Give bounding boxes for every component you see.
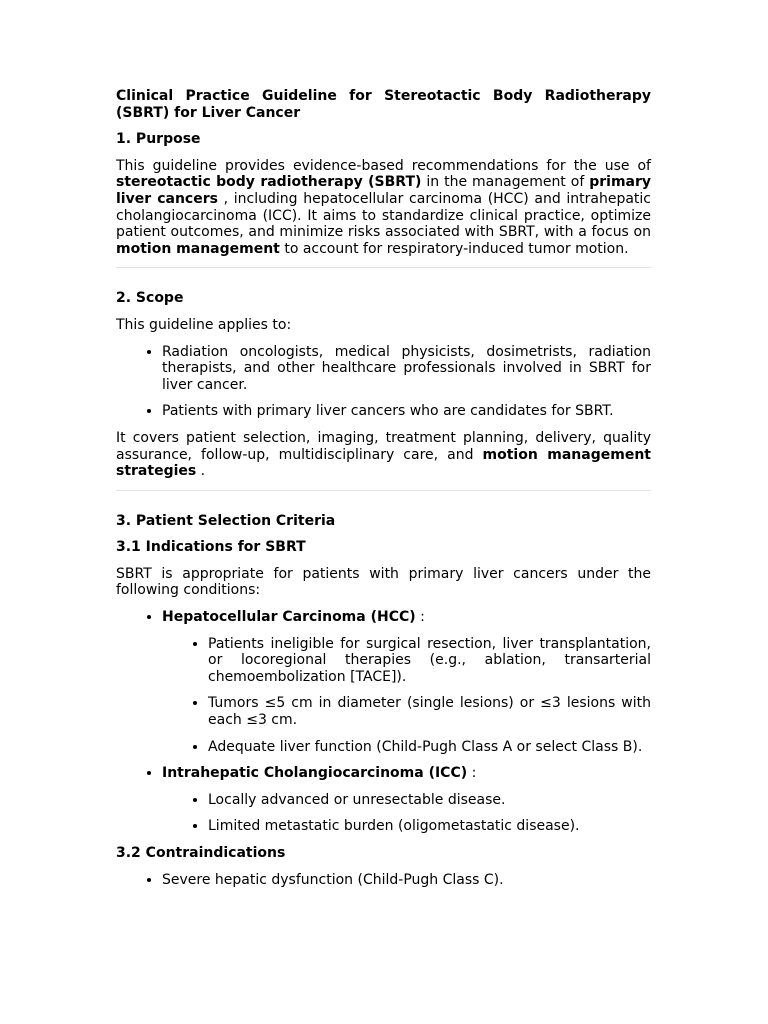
list-item: • Patients ineligible for surgical resection, liver transplantation, or locoregional therapies (e.g., ablation, transarterial chemoembolization [TACE]). — [208, 636, 651, 686]
list-item: • Limited metastatic burden (oligometastatic disease). — [208, 818, 651, 835]
document-title: Clinical Practice Guideline for Stereotactic Body Radiotherapy (SBRT) for Liver Cancer — [116, 88, 651, 121]
icc-colon: : — [467, 765, 477, 782]
icc-label: Intrahepatic Cholangiocarcinoma (ICC) — [162, 765, 468, 782]
purpose-text-2: in the management of — [421, 174, 590, 191]
section-divider — [116, 267, 651, 268]
indications-intro: SBRT is appropriate for patients with primary liver cancers under the following conditions: — [116, 565, 651, 599]
section-scope-heading: 2. Scope — [116, 290, 184, 307]
scope-list — [116, 344, 651, 420]
contraindications-list — [116, 872, 651, 889]
section-divider — [116, 490, 651, 491]
list-item: • Tumors ≤5 cm in diameter (single lesions) or ≤3 lesions with each ≤3 cm. — [208, 695, 651, 728]
scope-text-1: It covers patient selection, imaging, treatment planning, delivery, quality assurance, follow-up, multidisciplinary care, and — [116, 429, 651, 463]
list-item: • Severe hepatic dysfunction (Child-Pugh Class C). — [162, 872, 651, 889]
purpose-emphasis-primary-liver: primary liver cancers — [116, 174, 652, 207]
purpose-text-3: , including hepatocellular carcinoma (HCC) and intrahepatic cholangiocarcinoma (ICC). It aims to standardize clinical practice, optimize patient outcomes, and minimize risks associated with SBRT, with a focus on — [116, 190, 651, 241]
purpose-emphasis-sbrt: stereotactic body radiotherapy (SBRT) — [116, 174, 422, 191]
icc-sublist — [162, 792, 651, 835]
purpose-text-4: to account for respiratory-induced tumor motion. — [279, 240, 629, 257]
hcc-label: Hepatocellular Carcinoma (HCC) — [162, 609, 416, 626]
hcc-colon: : — [415, 609, 425, 626]
list-item: • Patients with primary liver cancers who are candidates for SBRT. — [162, 403, 651, 420]
scope-intro: This guideline applies to: — [116, 316, 292, 333]
contraindications-heading: 3.2 Contraindications — [116, 845, 286, 861]
hcc-sublist — [162, 636, 651, 756]
indications-list — [116, 609, 651, 835]
document-page — [116, 88, 651, 898]
list-item-hcc — [162, 609, 651, 755]
purpose-emphasis-motion: motion management — [116, 240, 280, 257]
scope-paragraph — [116, 430, 651, 480]
purpose-paragraph — [116, 158, 651, 258]
list-item: • Radiation oncologists, medical physicists, dosimetrists, radiation therapists, and other healthcare professionals involved in SBRT for liver cancer. — [162, 344, 651, 394]
scope-emphasis-motion: motion management strategies — [116, 446, 651, 480]
indications-heading: 3.1 Indications for SBRT — [116, 539, 306, 556]
section-selection-heading: 3. Patient Selection Criteria — [116, 512, 336, 529]
section-purpose-heading: 1. Purpose — [116, 131, 201, 148]
list-item-icc — [162, 765, 651, 835]
list-item: • Locally advanced or unresectable disease. — [208, 792, 651, 809]
scope-text-2: . — [196, 463, 206, 480]
list-item: • Adequate liver function (Child-Pugh Class A or select Class B). — [208, 739, 651, 756]
purpose-text-1: This guideline provides evidence-based recommendations for the use of — [116, 157, 651, 174]
